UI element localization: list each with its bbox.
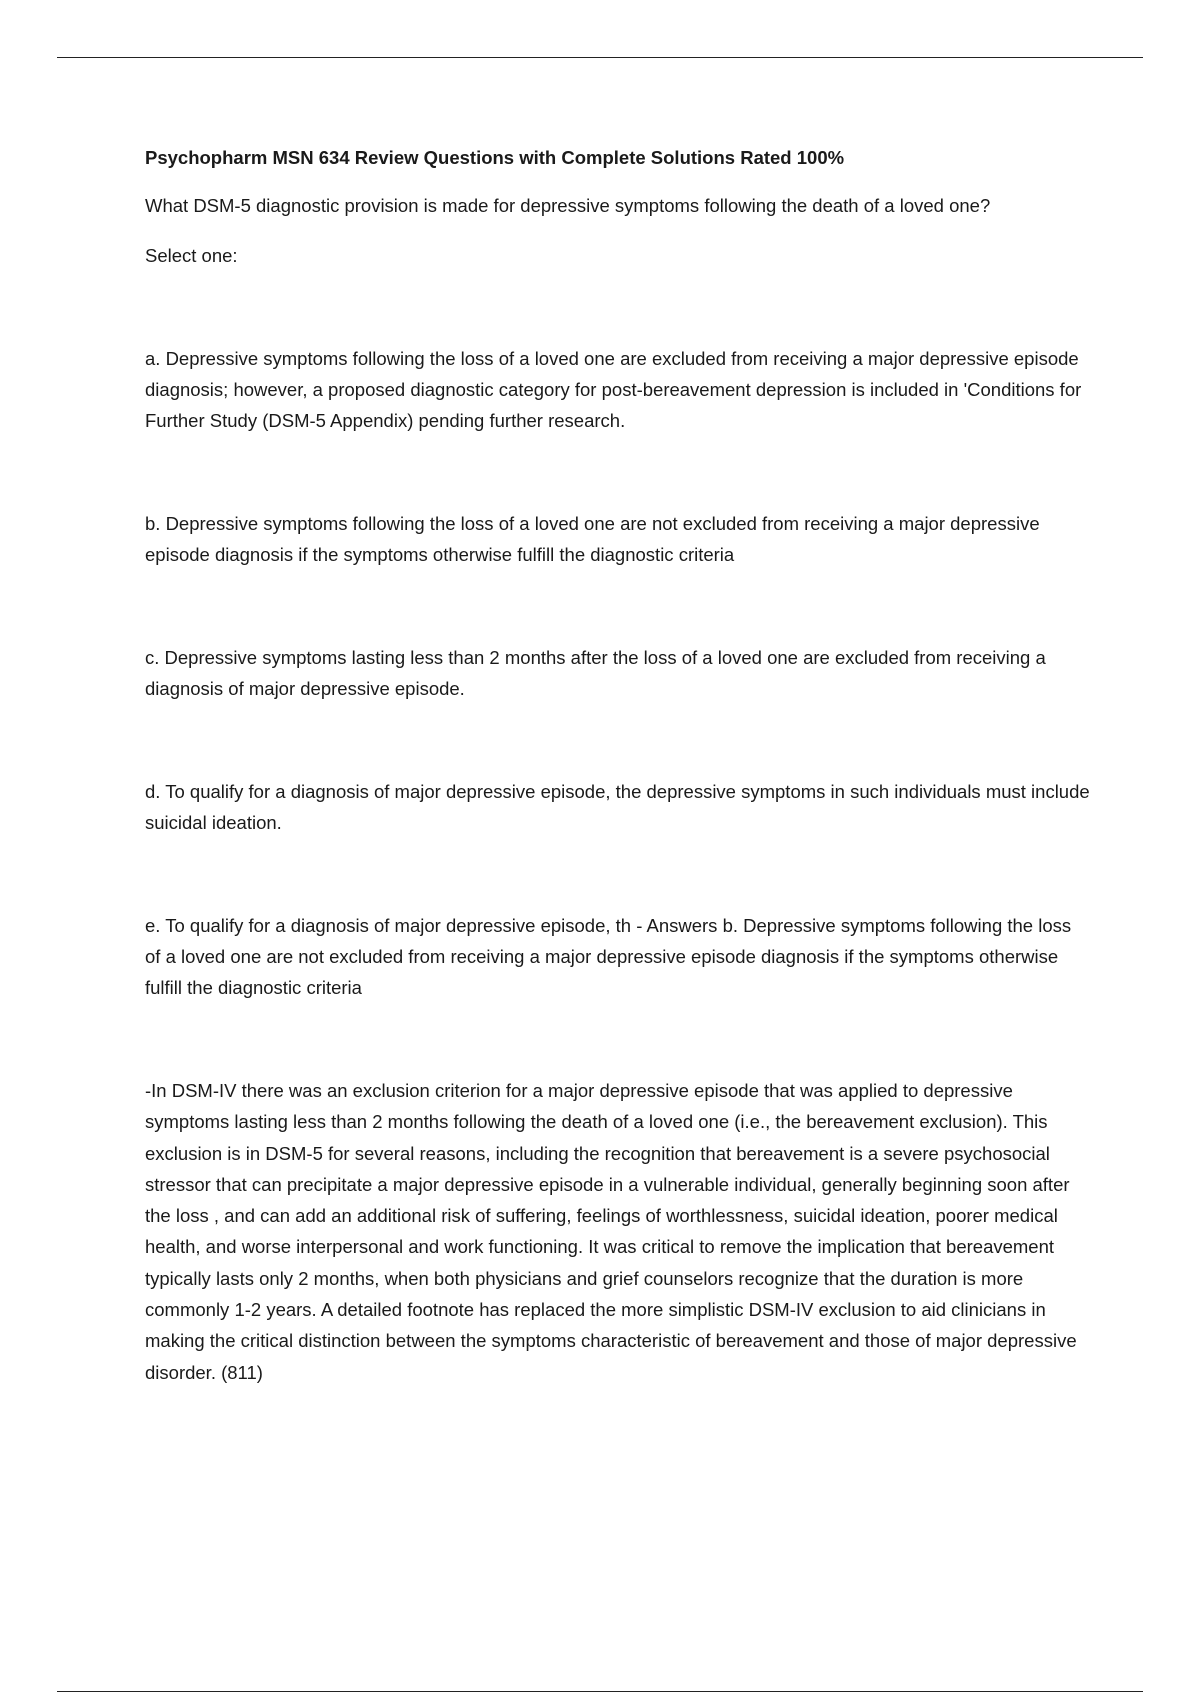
option-a: a. Depressive symptoms following the loss of a loved one are excluded from receiving a major depressive episode diagnosis; however, a proposed diagnostic category for post-bereavement depression is included in 'Conditions for Further Study (DSM-5 Appendix) pending further research.: [145, 348, 1082, 431]
footer-rule: [57, 1691, 1143, 1692]
question-text: What DSM-5 diagnostic provision is made for depressive symptoms following the death of a loved one?: [145, 195, 991, 216]
option-c: c. Depressive symptoms lasting less than 2 months after the loss of a loved one are excluded from receiving a diagnosis of major depressive episode.: [145, 647, 1046, 699]
document-title: Psychopharm MSN 634 Review Questions with Complete Solutions Rated 100%: [145, 147, 845, 168]
answer-explanation: -In DSM-IV there was an exclusion criterion for a major depressive episode that was applied to depressive symptoms lasting less than 2 months following the death of a loved one (i.e., the bereavement exclusion). This exclusion is in DSM-5 for several reasons, including the recognition that bereavement is a severe psychosocial stressor that can precipitate a major depressive episode in a vulnerable individual, generally beginning soon after the loss , and can add an additional risk of suffering, feelings of worthlessness, suicidal ideation, poorer medical health, and worse interpersonal and work functioning. It was critical to remove the implication that bereavement typically lasts only 2 months, when both physicians and grief counselors recognize that the duration is more commonly 1-2 years. A detailed footnote has replaced the more simplistic DSM-IV exclusion to aid clinicians in making the critical distinction between the symptoms characteristic of bereavement and those of major depressive disorder. (811): [145, 1080, 1077, 1383]
option-d: d. To qualify for a diagnosis of major depressive episode, the depressive symptoms in such individuals must include suicidal ideation.: [145, 781, 1090, 833]
select-one-instruction: Select one:: [145, 245, 238, 266]
header-rule: [57, 57, 1143, 58]
document-body: [145, 143, 1090, 1388]
option-e-with-answer: e. To qualify for a diagnosis of major depressive episode, th - Answers b. Depressive symptoms following the loss of a loved one are not excluded from receiving a major depressive episode diagnosis if the symptoms otherwise fulfill the diagnostic criteria: [145, 915, 1072, 998]
option-b: b. Depressive symptoms following the loss of a loved one are not excluded from receiving a major depressive episode diagnosis if the symptoms otherwise fulfill the diagnostic criteria: [145, 513, 1040, 565]
